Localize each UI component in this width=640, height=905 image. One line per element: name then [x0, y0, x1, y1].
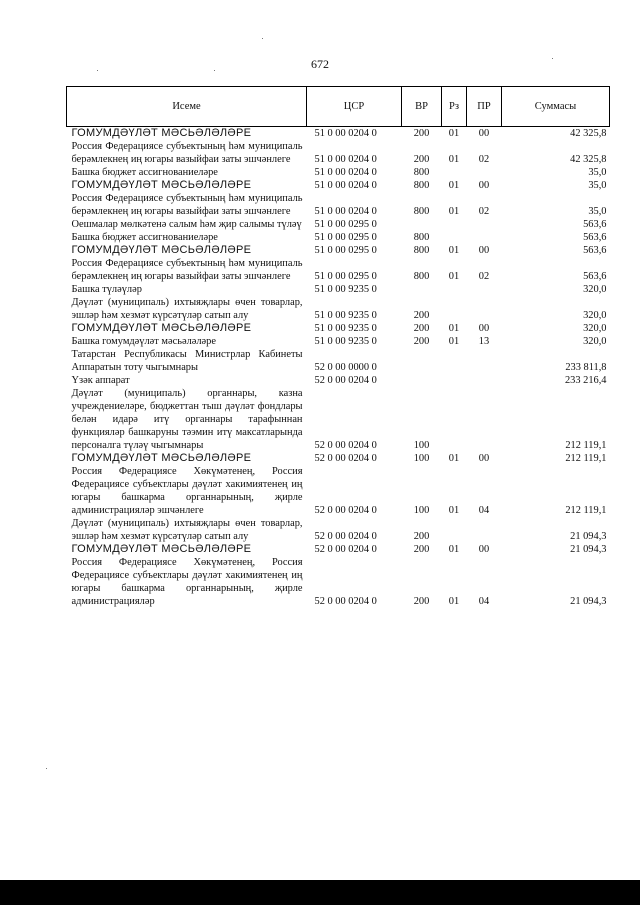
cell-csr: 51 0 00 0295 0: [314, 271, 377, 282]
cell-csr: 52 0 00 0204 0: [314, 531, 377, 542]
cell-csr: 51 0 00 0295 0: [314, 219, 377, 230]
table-row: [67, 166, 610, 179]
cell-csr: 51 0 00 9235 0: [314, 284, 377, 295]
cell-name: Башка гомумдәүләт мәсьәләләре: [71, 336, 216, 347]
header-pr: ПР: [467, 87, 502, 127]
cell-name: ГОМУМДӘҮЛӘТ МӘСЬӘЛӘЛӘРЕ: [71, 127, 252, 139]
cell-pr: 00: [478, 180, 490, 191]
cell-rz: 01: [448, 154, 460, 165]
cell-pr: 02: [478, 154, 490, 165]
table-row: [67, 140, 610, 166]
cell-pr: [467, 218, 502, 231]
scan-speck: [262, 38, 263, 39]
cell-name: Башка бюджет ассигнованиеләре: [71, 232, 218, 243]
cell-sum: 320,0: [583, 323, 607, 334]
cell-csr: 51 0 00 0204 0: [314, 206, 377, 217]
table-row: [67, 452, 610, 465]
table-row: [67, 127, 610, 141]
cell-rz: 01: [448, 505, 460, 516]
cell-csr: 52 0 00 0204 0: [314, 505, 377, 516]
cell-name: Татарстан Республикасы Министрлар Кабинеты Аппаратын тоту чыгымнары: [71, 349, 303, 373]
header-rz: Рз: [442, 87, 467, 127]
cell-pr: 00: [478, 453, 490, 464]
cell-csr: 52 0 00 0204 0: [314, 544, 377, 555]
cell-name: ГОМУМДӘҮЛӘТ МӘСЬӘЛӘЛӘРЕ: [71, 244, 252, 256]
cell-name: Дәүләт (муниципаль) ихтыяҗлары өчен товарлар, эшләр һәм хезмәт күрсәтүләр сатып алу: [71, 518, 303, 542]
cell-csr: 52 0 00 0000 0: [314, 362, 377, 373]
cell-rz: 01: [448, 596, 460, 607]
header-sum: Суммасы: [502, 87, 610, 127]
header-csr: ЦСР: [307, 87, 402, 127]
cell-vr: [402, 348, 442, 374]
scan-speck: [214, 70, 215, 71]
table-row: [67, 283, 610, 296]
cell-rz: 01: [448, 544, 460, 555]
cell-vr: 100: [413, 440, 430, 451]
scan-bottom-edge: [0, 880, 640, 905]
header-vr: ВР: [402, 87, 442, 127]
cell-sum: 563,6: [583, 219, 607, 230]
cell-rz: [442, 166, 467, 179]
cell-vr: 800: [413, 271, 430, 282]
cell-pr: 02: [478, 206, 490, 217]
cell-rz: [442, 218, 467, 231]
page-number: 672: [311, 57, 329, 71]
table-row: [67, 179, 610, 192]
cell-name: Россия Федерациясе субъектының һәм муниципаль берәмлекнең иң югары вазыйфаи заты эшчәнлеге: [71, 193, 303, 217]
scan-speck: [552, 58, 553, 59]
cell-rz: 01: [448, 323, 460, 334]
cell-pr: 00: [478, 245, 490, 256]
cell-pr: 00: [478, 128, 490, 139]
cell-sum: 320,0: [583, 336, 607, 347]
cell-pr: 13: [478, 336, 490, 347]
cell-sum: 212 119,1: [565, 505, 607, 516]
cell-vr: 200: [413, 531, 430, 542]
cell-rz: 01: [448, 336, 460, 347]
cell-sum: 320,0: [583, 310, 607, 321]
cell-rz: [442, 283, 467, 296]
cell-vr: 200: [413, 128, 430, 139]
cell-name: Россия Федерациясе субъектының һәм муниципаль берәмлекнең иң югары вазыйфаи заты эшчәнлеге: [71, 258, 303, 282]
cell-vr: [402, 218, 442, 231]
cell-name: Үзәк аппарат: [71, 375, 130, 386]
cell-pr: [467, 387, 502, 452]
cell-rz: 01: [448, 245, 460, 256]
table-row: [67, 556, 610, 608]
cell-vr: 200: [413, 596, 430, 607]
table-row: [67, 348, 610, 374]
budget-table-sheet: [66, 86, 609, 608]
table-row: [67, 244, 610, 257]
cell-pr: 00: [478, 323, 490, 334]
cell-rz: 01: [448, 271, 460, 282]
cell-sum: 42 325,8: [570, 154, 607, 165]
cell-vr: 200: [413, 154, 430, 165]
cell-csr: 51 0 00 0295 0: [314, 245, 377, 256]
cell-rz: [442, 296, 467, 322]
cell-pr: [467, 166, 502, 179]
cell-vr: [402, 283, 442, 296]
cell-name: Россия Федерациясе субъектының һәм муниципаль берәмлекнең иң югары вазыйфаи заты эшчәнлеге: [71, 141, 303, 165]
cell-vr: 800: [413, 180, 430, 191]
cell-pr: 04: [478, 505, 490, 516]
cell-sum: 233 216,4: [564, 375, 607, 386]
cell-pr: [467, 348, 502, 374]
cell-name: Россия Федерациясе Хөкүмәтенең, Россия Федерациясе субъектлары дәүләт хакимиятенең иң югары башкарма органнарының, җирле администрацияләр эшчәнлеге: [71, 466, 303, 516]
cell-sum: 320,0: [583, 284, 607, 295]
table-row: [67, 335, 610, 348]
table-row: [67, 296, 610, 322]
budget-table: [66, 86, 610, 608]
cell-name: Россия Федерациясе Хөкүмәтенең, Россия Федерациясе субъектлары дәүләт хакимиятенең иң югары башкарма органнарының, җирле администрацияләр: [71, 557, 303, 607]
cell-vr: 200: [413, 323, 430, 334]
cell-name: ГОМУМДӘҮЛӘТ МӘСЬӘЛӘЛӘРЕ: [71, 543, 252, 555]
cell-pr: [467, 517, 502, 543]
cell-name: ГОМУМДӘҮЛӘТ МӘСЬӘЛӘЛӘРЕ: [71, 179, 252, 191]
table-row: [67, 543, 610, 556]
cell-vr: 800: [413, 232, 430, 243]
cell-sum: 35,0: [588, 180, 607, 191]
cell-vr: 200: [413, 310, 430, 321]
cell-sum: 563,6: [583, 271, 607, 282]
cell-csr: 51 0 00 0204 0: [314, 180, 377, 191]
cell-vr: [402, 374, 442, 387]
table-header-row: [67, 87, 610, 127]
cell-name: Дәүләт (муниципаль) ихтыяҗлары өчен товарлар, эшләр һәм хезмәт күрсәтүләр сатып алу: [71, 297, 303, 321]
cell-csr: 51 0 00 0295 0: [314, 232, 377, 243]
cell-vr: 800: [413, 206, 430, 217]
cell-csr: 52 0 00 0204 0: [314, 453, 377, 464]
cell-csr: 51 0 00 0204 0: [314, 128, 377, 139]
cell-vr: 800: [413, 245, 430, 256]
cell-vr: 800: [413, 167, 430, 178]
cell-sum: 233 811,8: [565, 362, 607, 373]
cell-pr: [467, 231, 502, 244]
cell-rz: 01: [448, 206, 460, 217]
cell-name: Башка бюджет ассигнованиеләре: [71, 167, 218, 178]
cell-sum: 35,0: [588, 167, 607, 178]
cell-sum: 563,6: [583, 232, 607, 243]
cell-sum: 212 119,1: [565, 440, 607, 451]
cell-csr: 51 0 00 0204 0: [314, 167, 377, 178]
table-row: [67, 387, 610, 452]
cell-vr: 200: [413, 336, 430, 347]
cell-csr: 52 0 00 0204 0: [314, 375, 377, 386]
cell-sum: 21 094,3: [570, 544, 607, 555]
cell-csr: 52 0 00 0204 0: [314, 440, 377, 451]
table-row: [67, 231, 610, 244]
cell-csr: 51 0 00 0204 0: [314, 154, 377, 165]
cell-csr: 51 0 00 9235 0: [314, 323, 377, 334]
cell-pr: [467, 296, 502, 322]
cell-sum: 21 094,3: [570, 531, 607, 542]
cell-name: ГОМУМДӘҮЛӘТ МӘСЬӘЛӘЛӘРЕ: [71, 452, 252, 464]
cell-sum: 35,0: [588, 206, 607, 217]
cell-rz: 01: [448, 453, 460, 464]
cell-name: Башка түләүләр: [71, 284, 142, 295]
table-row: [67, 374, 610, 387]
cell-rz: [442, 348, 467, 374]
cell-sum: 42 325,8: [570, 128, 607, 139]
cell-pr: 00: [478, 544, 490, 555]
table-row: [67, 192, 610, 218]
cell-rz: 01: [448, 180, 460, 191]
cell-pr: 04: [478, 596, 490, 607]
scan-speck: [46, 768, 47, 769]
cell-vr: 200: [413, 544, 430, 555]
cell-pr: [467, 283, 502, 296]
cell-csr: 51 0 00 9235 0: [314, 336, 377, 347]
header-name: Исеме: [67, 87, 307, 127]
cell-name: Дәүләт (муниципаль) органнары, казна учреждениеләре, бюджеттан тыш дәүләт фондлары белән идарә итү органнары тарафыннан функцияләр башкаруны тәэмин итү максатларында персоналга түләү чыгымнары: [71, 388, 303, 451]
cell-rz: [442, 374, 467, 387]
cell-sum: 563,6: [583, 245, 607, 256]
cell-pr: 02: [478, 271, 490, 282]
table-row: [67, 322, 610, 335]
table-row: [67, 517, 610, 543]
cell-csr: 52 0 00 0204 0: [314, 596, 377, 607]
cell-rz: [442, 387, 467, 452]
table-row: [67, 465, 610, 517]
cell-rz: [442, 517, 467, 543]
cell-vr: 100: [413, 453, 430, 464]
table-row: [67, 218, 610, 231]
cell-rz: [442, 231, 467, 244]
cell-pr: [467, 374, 502, 387]
cell-vr: 100: [413, 505, 430, 516]
cell-rz: 01: [448, 128, 460, 139]
table-row: [67, 257, 610, 283]
cell-sum: 21 094,3: [570, 596, 607, 607]
cell-name: Оешмалар мөлкәтенә салым һәм җир салымы түләү: [71, 219, 302, 230]
cell-name: ГОМУМДӘҮЛӘТ МӘСЬӘЛӘЛӘРЕ: [71, 322, 252, 334]
cell-csr: 51 0 00 9235 0: [314, 310, 377, 321]
cell-sum: 212 119,1: [565, 453, 607, 464]
scan-speck: [97, 70, 98, 71]
